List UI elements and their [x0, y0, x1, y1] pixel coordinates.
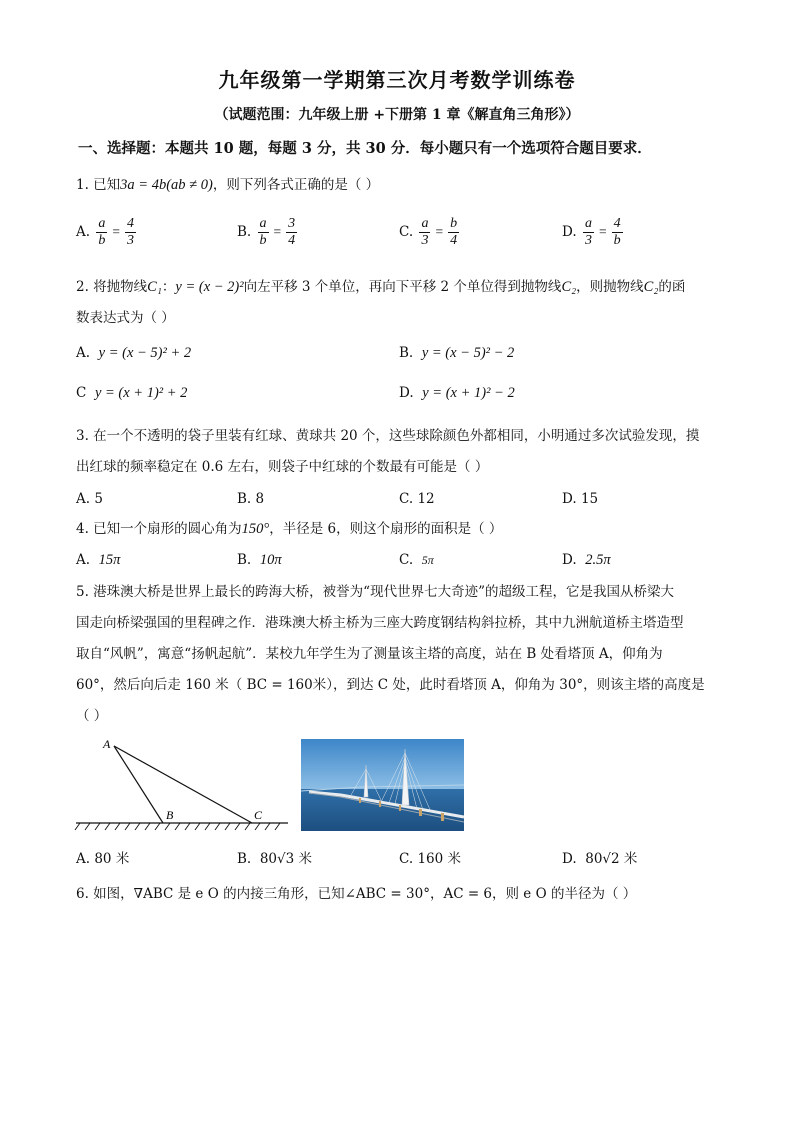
q3-option-c: [399, 491, 435, 507]
section-heading: 一、选择题：本题共 10 题，每题 3 分，共 30 分．每小题只有一个选项符合题目要求．: [78, 140, 652, 157]
q4-text: ，半径是 6，则这个扇形的面积是（ ）: [269, 521, 503, 537]
q4-text: 4. 已知一个扇形的圆心角为: [76, 521, 242, 537]
q2-options-row1: [76, 345, 716, 375]
option-label: A.: [76, 224, 91, 240]
frac-numerator: a: [259, 216, 267, 231]
q5-options: [76, 847, 716, 877]
option-value: 80 米: [94, 851, 130, 867]
option-label: C: [76, 385, 87, 401]
frac-numerator: a: [421, 216, 429, 231]
q2-text: 数表达式为（ ）: [76, 310, 175, 326]
option-value: 15: [580, 491, 599, 507]
q2-option-c: [76, 385, 187, 402]
q6-text: 6. 如图，∇ABC 是 e O 的内接三角形，已知∠ABC = 30°，AC = 6，则 e O 的半径为（ ）: [76, 886, 637, 902]
q5-text: 国走向桥梁强国的里程碑之作．港珠澳大桥主桥为三座大跨度钢结构斜拉桥，其中九洲航道桥主塔造型: [76, 615, 684, 631]
label-c: C: [254, 808, 263, 822]
question-6: [76, 879, 726, 910]
option-value: 5π: [421, 553, 434, 567]
q2-option-b: [399, 345, 514, 362]
q2-option-d: [399, 385, 515, 402]
frac-denominator: 3: [126, 233, 134, 248]
q2-text: 2. 将抛物线: [76, 279, 148, 295]
option-label: D.: [562, 851, 577, 867]
q2-text: ，则抛物线: [576, 279, 644, 295]
option-label: C.: [399, 851, 414, 867]
label-a: A: [103, 737, 111, 751]
option-label: A.: [76, 851, 91, 867]
ground-hatching: [75, 823, 280, 830]
frac-denominator: 4: [288, 233, 296, 248]
option-label: B.: [237, 224, 252, 240]
page-title: 九年级第一学期第三次月考数学训练卷: [218, 68, 576, 92]
option-label: D.: [562, 224, 577, 240]
q5-option-b: [237, 847, 312, 867]
q5-triangle-figure: [74, 735, 292, 835]
q2-text: 向左平移 3 个单位，再向下平移 2 个单位得到抛物线: [243, 279, 562, 295]
bridge-photo: [301, 739, 464, 831]
frac-numerator: 4: [613, 216, 621, 231]
q3-text: 3. 在一个不透明的袋子里装有红球、黄球共 20 个，这些球除颜色外都相同，小明通过多次试验发现，摸: [76, 428, 700, 444]
q4-angle: 150°: [241, 521, 270, 537]
q2-parabola-c2: C₂: [643, 279, 659, 295]
frac-denominator: 3: [584, 233, 592, 248]
q1-option-a: A. $\frac{a}{b}$ = $\frac{4}{3}$: [76, 216, 134, 248]
q4-option-b: [237, 552, 282, 569]
q5-text: （ ）: [76, 708, 108, 724]
option-value: 10π: [259, 552, 282, 568]
q5-option-c: [399, 847, 461, 867]
option-value: 2.5π: [585, 552, 611, 568]
option-label: C.: [399, 491, 414, 507]
q1-prefix: 1. 已知: [76, 177, 121, 193]
frac-denominator: b: [613, 233, 621, 248]
option-label: C.: [399, 552, 414, 568]
question-4: [76, 514, 726, 545]
q2-options-row2: [76, 385, 716, 415]
q1-condition: 3a = 4b(ab ≠ 0): [120, 177, 213, 193]
frac-denominator: b: [98, 233, 106, 248]
option-label: A.: [76, 491, 91, 507]
question-5: [76, 577, 726, 732]
q1-suffix: ，则下列各式正确的是（ ）: [212, 177, 380, 193]
option-label: B.: [237, 851, 252, 867]
q2-option-a: [76, 345, 191, 362]
frac-denominator: 4: [450, 233, 458, 248]
option-expression: y = (x + 1)² + 2: [94, 385, 188, 401]
option-value: 15π: [98, 552, 121, 568]
option-value: 80√3 米: [259, 851, 312, 867]
q5-option-a: [76, 847, 129, 867]
option-label: B.: [237, 552, 252, 568]
frac-denominator: b: [259, 233, 267, 248]
frac-denominator: 3: [421, 233, 429, 248]
question-1: [76, 170, 726, 201]
option-value: 160 米: [417, 851, 461, 867]
q5-text: 5. 港珠澳大桥是世界上最长的跨海大桥，被誉为“现代世界七大奇迹”的超级工程，它是我国从桥梁大: [76, 584, 674, 600]
line-ab: [114, 746, 163, 823]
q3-option-a: [76, 491, 103, 507]
option-expression: y = (x − 5)² − 2: [421, 345, 515, 361]
frac-numerator: a: [98, 216, 106, 231]
option-value: 8: [255, 491, 265, 507]
page-subtitle: （试题范围：九年级上册 +下册第 1 章《解直角三角形》）: [214, 107, 580, 123]
q1-option-c: C. $\frac{a}{3}$ = $\frac{b}{4}$: [399, 216, 458, 248]
q3-option-d: [562, 491, 598, 507]
q1-option-d: D. $\frac{a}{3}$ = $\frac{4}{b}$: [562, 216, 621, 248]
option-value: 5: [94, 491, 103, 507]
question-2: [76, 272, 726, 334]
frac-numerator: 4: [126, 216, 134, 231]
option-label: B.: [399, 345, 414, 361]
q4-option-c: [399, 552, 434, 568]
q5-text: 60°，然后向后走 160 米（ BC = 160米），到达 C 处，此时看塔顶 A，仰角为 30°，则该主塔的高度是: [76, 677, 705, 693]
line-ac: [114, 746, 252, 823]
q2-text: 的函: [658, 279, 686, 295]
q2-equation: y = (x − 2)²: [175, 279, 244, 295]
option-label: C.: [399, 224, 414, 240]
frac-numerator: b: [450, 216, 458, 231]
option-label: D.: [562, 552, 577, 568]
q3-text: 出红球的频率稳定在 0.6 左右，则袋子中红球的个数最有可能是（ ）: [76, 459, 489, 475]
q4-option-a: [76, 552, 120, 569]
bridge-photo-drawing: [301, 739, 464, 831]
option-label: A.: [76, 552, 91, 568]
option-expression: y = (x − 5)² + 2: [98, 345, 192, 361]
q3-option-b: [237, 491, 264, 507]
q5-text: 取自“风帆”，寓意“扬帆起航”．某校九年学生为了测量该主塔的高度，站在 B 处看塔顶 A，仰角为: [76, 646, 663, 662]
option-label: D.: [562, 491, 577, 507]
frac-numerator: a: [584, 216, 592, 231]
option-expression: y = (x + 1)² − 2: [422, 385, 515, 401]
q2-text: ：: [161, 279, 176, 295]
option-value: 80√2 米: [585, 851, 638, 867]
option-label: B.: [237, 491, 252, 507]
frac-numerator: 3: [288, 216, 296, 231]
option-label: D.: [399, 385, 414, 401]
q4-option-d: [562, 552, 611, 569]
q5-option-d: [562, 847, 637, 867]
q2-parabola-c2: C₂: [561, 279, 577, 295]
q1-option-b: B. $\frac{a}{b}$ = $\frac{3}{4}$: [237, 216, 296, 248]
option-value: 12: [417, 491, 435, 507]
q2-parabola-c1: C₁: [147, 279, 162, 295]
label-b: B: [166, 808, 174, 822]
q1-options: [76, 216, 716, 246]
option-label: A.: [76, 345, 91, 361]
question-3: [76, 421, 726, 483]
